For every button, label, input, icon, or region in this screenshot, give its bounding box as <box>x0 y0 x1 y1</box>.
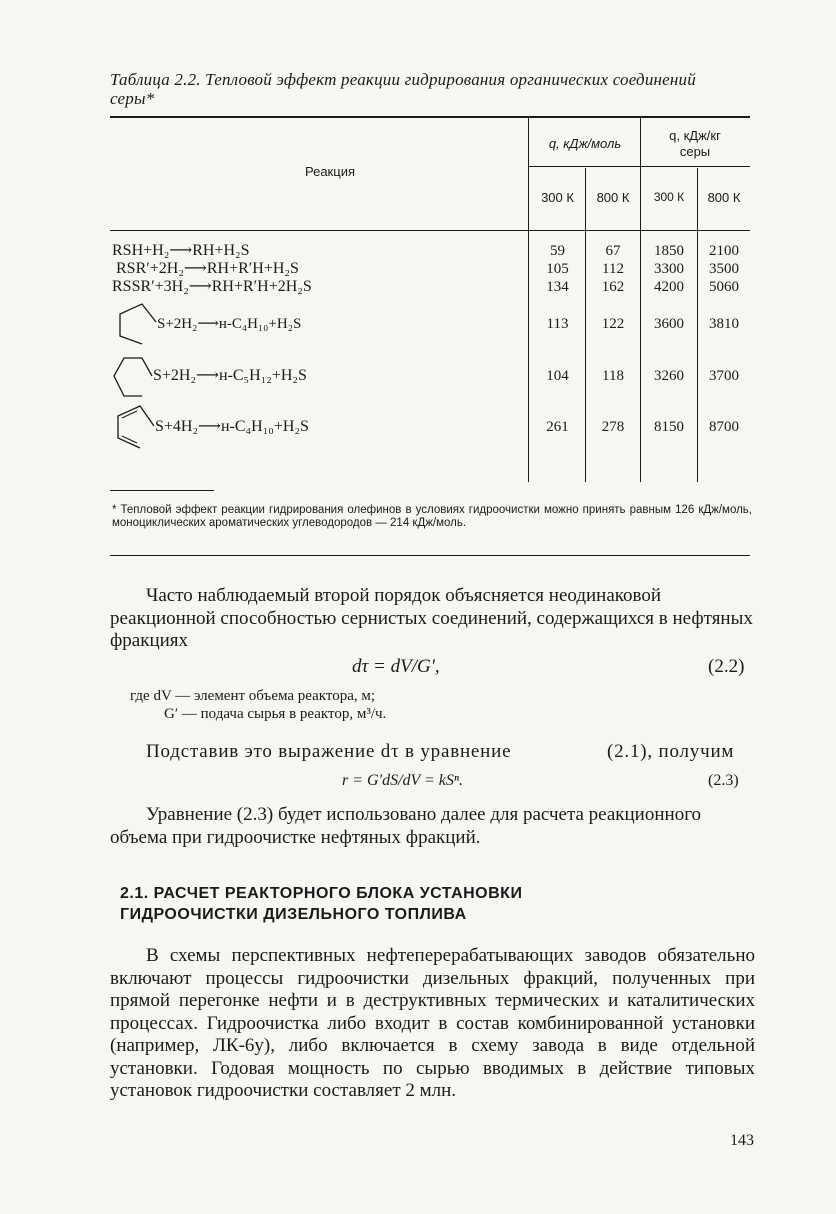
table-bottom-rule <box>110 555 750 556</box>
equation-2-3: r = G′dS/dV = kSⁿ. <box>342 772 463 789</box>
value-cell: 3700 <box>709 368 739 384</box>
table-header-rule <box>110 230 750 231</box>
value-cell: 3600 <box>654 316 684 332</box>
value-cell: 113 <box>546 316 569 332</box>
value-cell: 162 <box>601 279 625 295</box>
value-cell: 3500 <box>709 261 739 277</box>
value-cell: 67 <box>605 243 621 259</box>
paragraph-2: Подставив это выражение dτ в уравнение <box>146 741 512 762</box>
table-subheader-rule <box>528 166 750 167</box>
table-row <box>0 418 836 438</box>
page-number: 143 <box>730 1132 754 1149</box>
value-cell: 2100 <box>709 243 739 259</box>
reaction-formula: RSH+H₂⟶RH+H₂S <box>112 242 250 259</box>
header-300k-mol: 300 К <box>541 190 574 205</box>
footnote-rule <box>110 490 214 491</box>
header-300k-kg: 300 К <box>653 190 685 204</box>
table-footnote: * Тепловой эффект реакции гидрирования олефинов в условиях гидроочистки можно принять равным 126 кДж/моль, моноциклических ароматических углеводородов — 214 кДж/моль. <box>112 504 752 529</box>
table-caption: Таблица 2.2. Тепловой эффект реакции гидрирования органических соединений серы* <box>110 70 696 108</box>
value-cell: 261 <box>546 419 569 435</box>
header-800k-kg: 800 К <box>707 190 741 205</box>
value-cell: 4200 <box>654 279 684 295</box>
paragraph-1: Часто наблюдаемый второй порядок объясняется неодинаковой реакционной способностью сернистых соединений, содержащихся в нефтяных фракциях <box>110 585 753 651</box>
where-line-2: G′ — подача сырья в реактор, м³/ч. <box>164 706 387 722</box>
table-row <box>0 278 836 298</box>
value-cell: 5060 <box>709 279 739 295</box>
header-q-mol: q, кДж/моль <box>548 136 622 151</box>
header-reaction: Реакция <box>305 164 355 179</box>
value-cell: 105 <box>546 261 569 277</box>
table-top-rule <box>110 116 750 118</box>
table-row <box>0 315 836 335</box>
paragraph-4: В схемы перспективных нефтеперерабатывающих заводов обязательно включают процессы гидроочистки дизельных фракций, полученных при прямой перегонке нефти и в деструктивных термических и каталитических процессах. Гидроочистка либо входит в состав комбинированной установки (например, ЛК-6у), либо включается в схему завода в виде отдельной установки. Годовая мощность по сырью вводимых в действие типовых установок гидроочистки составляет 2 млн. <box>110 945 755 1101</box>
header-q-kg: q, кДж/кг серы <box>669 128 721 159</box>
value-cell: 59 <box>550 243 565 259</box>
reaction-formula: S+2H₂⟶н-C₄H₁₀+H₂S <box>157 316 302 332</box>
value-cell: 112 <box>602 261 624 277</box>
value-cell: 118 <box>602 368 624 384</box>
value-cell: 1850 <box>654 243 684 259</box>
reaction-formula: S+2H₂⟶н-C₅H₁₂+H₂S <box>153 367 307 384</box>
equation-2-2: dτ = dV/G′, <box>352 656 440 677</box>
reaction-formula: RSSR′+3H₂⟶RH+R′H+2H₂S <box>112 278 312 295</box>
value-cell: 3260 <box>654 368 684 384</box>
table-row <box>0 367 836 387</box>
value-cell: 3300 <box>654 261 684 277</box>
value-cell: 122 <box>601 316 625 332</box>
value-cell: 3810 <box>709 316 739 332</box>
value-cell: 8150 <box>654 419 684 435</box>
header-800k-mol: 800 К <box>596 190 630 205</box>
value-cell: 134 <box>546 279 569 295</box>
section-heading: 2.1. РАСЧЕТ РЕАКТОРНОГО БЛОКА УСТАНОВКИ ГИДРООЧИСТКИ ДИЗЕЛЬНОГО ТОПЛИВА <box>120 885 523 923</box>
where-line-1: где dV — элемент объема реактора, м; <box>130 688 376 704</box>
table-row <box>0 260 836 280</box>
equation-2-3-number: (2.3) <box>708 772 739 789</box>
value-cell: 8700 <box>709 419 739 435</box>
table-row <box>0 242 836 262</box>
value-cell: 104 <box>546 368 569 384</box>
value-cell: 278 <box>601 419 625 435</box>
paragraph-3: Уравнение (2.3) будет использовано далее для расчета реакционного объема при гидроочистке нефтяных фракций. <box>110 804 702 848</box>
paragraph-2-ref: (2.1), получим <box>607 741 735 762</box>
equation-2-2-number: (2.2) <box>708 656 745 677</box>
reaction-formula: RSR′+2H₂⟶RH+R′H+H₂S <box>116 260 299 277</box>
reaction-formula: S+4H₂⟶н-C₄H₁₀+H₂S <box>155 418 309 435</box>
